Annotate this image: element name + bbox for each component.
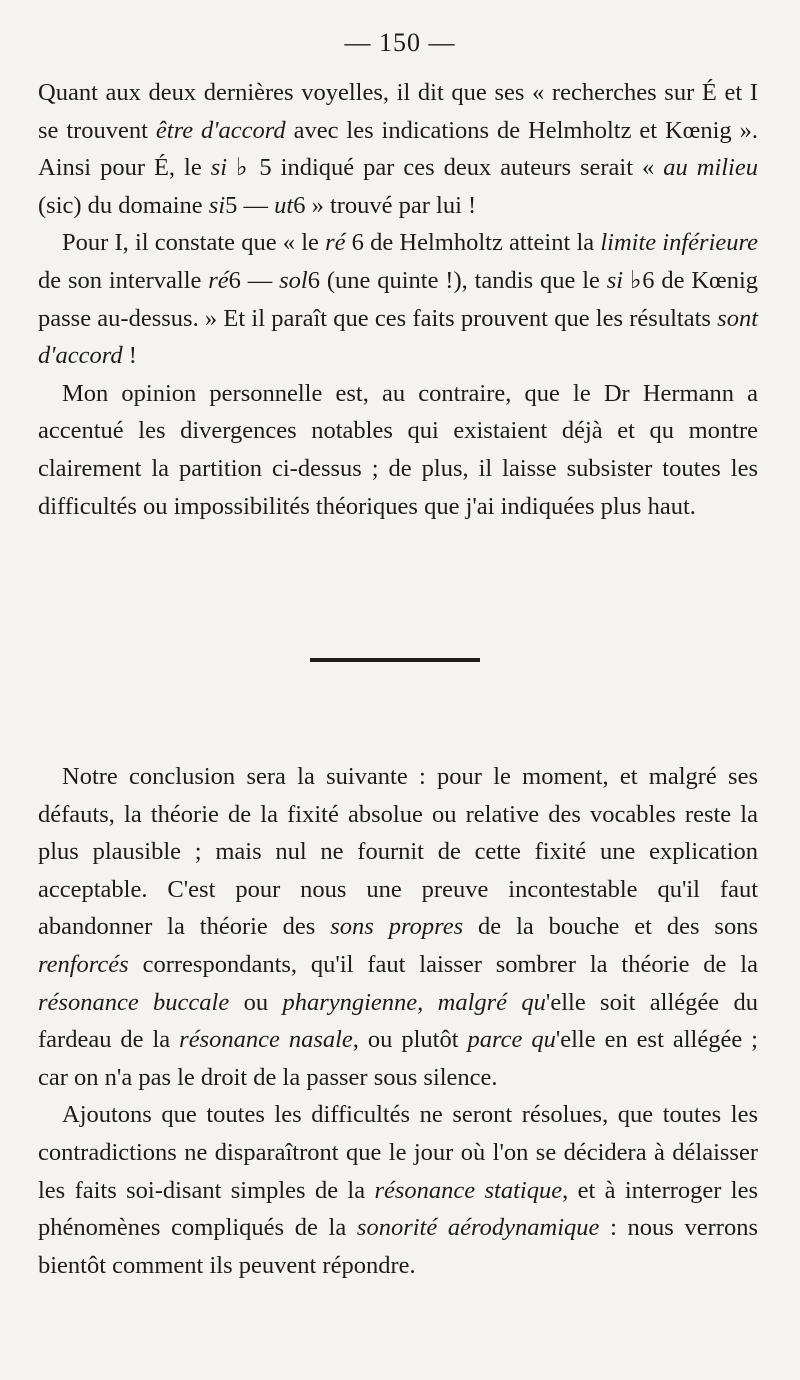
text-run: Ajoutons que toutes les difficultés ne seront résolues, que toutes les contradictions ne disparaîtront que le jour où l'on se décidera à délaisser les faits soi-disant simples de la (38, 1101, 758, 1204)
italic-run: résonance statique (374, 1176, 563, 1204)
text-run: ♭6 de Kœnig passe au-dessus. » Et il paraît que ces faits prouvent que les résultats (38, 266, 759, 332)
text-run: ♭ 5 indiqué par ces deux auteurs serait « (227, 154, 664, 182)
italic-run: sol (279, 266, 308, 294)
page-number: — 150 — (344, 28, 456, 57)
conclusion-section (38, 758, 758, 1284)
italic-run: résonance buccale (38, 988, 230, 1016)
italic-run: limite inférieure (600, 229, 759, 257)
text-run: de son intervalle (38, 266, 209, 294)
text-run: , ou plutôt (352, 1026, 468, 1054)
italic-run: sont d'accord (38, 304, 758, 370)
text-run: avec les indications de Helmholtz et Kœnig ». Ainsi pour É, le (38, 116, 758, 182)
paragraph-helmholtz-koenig (38, 74, 758, 224)
section-divider (310, 658, 480, 662)
text-run: Pour I, il constate que « le (62, 229, 326, 257)
paragraph-ajoutons (38, 1096, 758, 1284)
text-run: 6 (une quinte !), tandis que le (307, 266, 607, 294)
text-run: 'elle en est allégée ; car on n'a pas le droit de la passer sous silence. (38, 1026, 758, 1091)
italic-run: ut (274, 191, 294, 219)
italic-run: au milieu (663, 154, 758, 182)
text-run: ! (122, 342, 137, 370)
italic-run: sonorité aérodynamique (356, 1214, 600, 1242)
paragraph-conclusion (38, 758, 758, 1096)
text-run: : nous verrons bientôt comment ils peuvent répondre. (38, 1214, 758, 1279)
top-section (38, 74, 758, 525)
paragraph-opinion (38, 375, 758, 525)
italic-run: sons propres (330, 913, 464, 941)
text-run: Quant aux deux dernières voyelles, il dit que ses « recherches sur É et I se trouvent (38, 79, 758, 144)
text-run: , et à interroger les phénomènes compliqués de la (38, 1176, 758, 1242)
italic-run: si (606, 266, 624, 294)
text-run: ou (229, 988, 283, 1016)
italic-run: renforcés (38, 950, 129, 978)
text-run: Mon opinion personnelle est, au contraire, que le Dr Hermann a accentué les divergences notables qui existaient déjà et qu montre clairement la partition ci-dessus ; de plus, il laisse subsister toutes les difficultés ou impossibilités théoriques que j'ai indiquées plus haut. (38, 379, 758, 520)
text-run: 5 — (225, 191, 275, 219)
text-run: 6 de Helmholtz atteint la (345, 229, 601, 257)
italic-run: si (210, 154, 228, 182)
italic-run: pharyngienne, malgré qu (282, 988, 546, 1016)
text-run: correspondants, qu'il faut laisser sombrer la théorie de la (128, 950, 758, 978)
text-run: 6 » trouvé par lui ! (293, 191, 477, 219)
italic-run: être d'accord (155, 116, 286, 144)
paragraph-pour-i (38, 224, 758, 374)
italic-run: ré (325, 229, 346, 257)
text-run: de la bouche et des sons (463, 913, 758, 941)
italic-run: résonance nasale (179, 1026, 353, 1054)
text-run: (sic) du domaine (38, 191, 209, 219)
italic-run: parce qu (467, 1026, 556, 1054)
italic-run: ré (208, 266, 229, 294)
text-run: Notre conclusion sera la suivante : pour le moment, et malgré ses défauts, la théorie de la fixité absolue ou relative des vocables reste la plus plausible ; mais nul ne fournit de cette fixité une explication acceptable. C'est pour nous une preuve incontestable qu'il faut abandonner la théorie des (38, 763, 758, 941)
text-run: 'elle soit allégée du fardeau de la (38, 988, 759, 1054)
text-run: 6 — (228, 266, 280, 294)
italic-run: si (208, 191, 226, 219)
